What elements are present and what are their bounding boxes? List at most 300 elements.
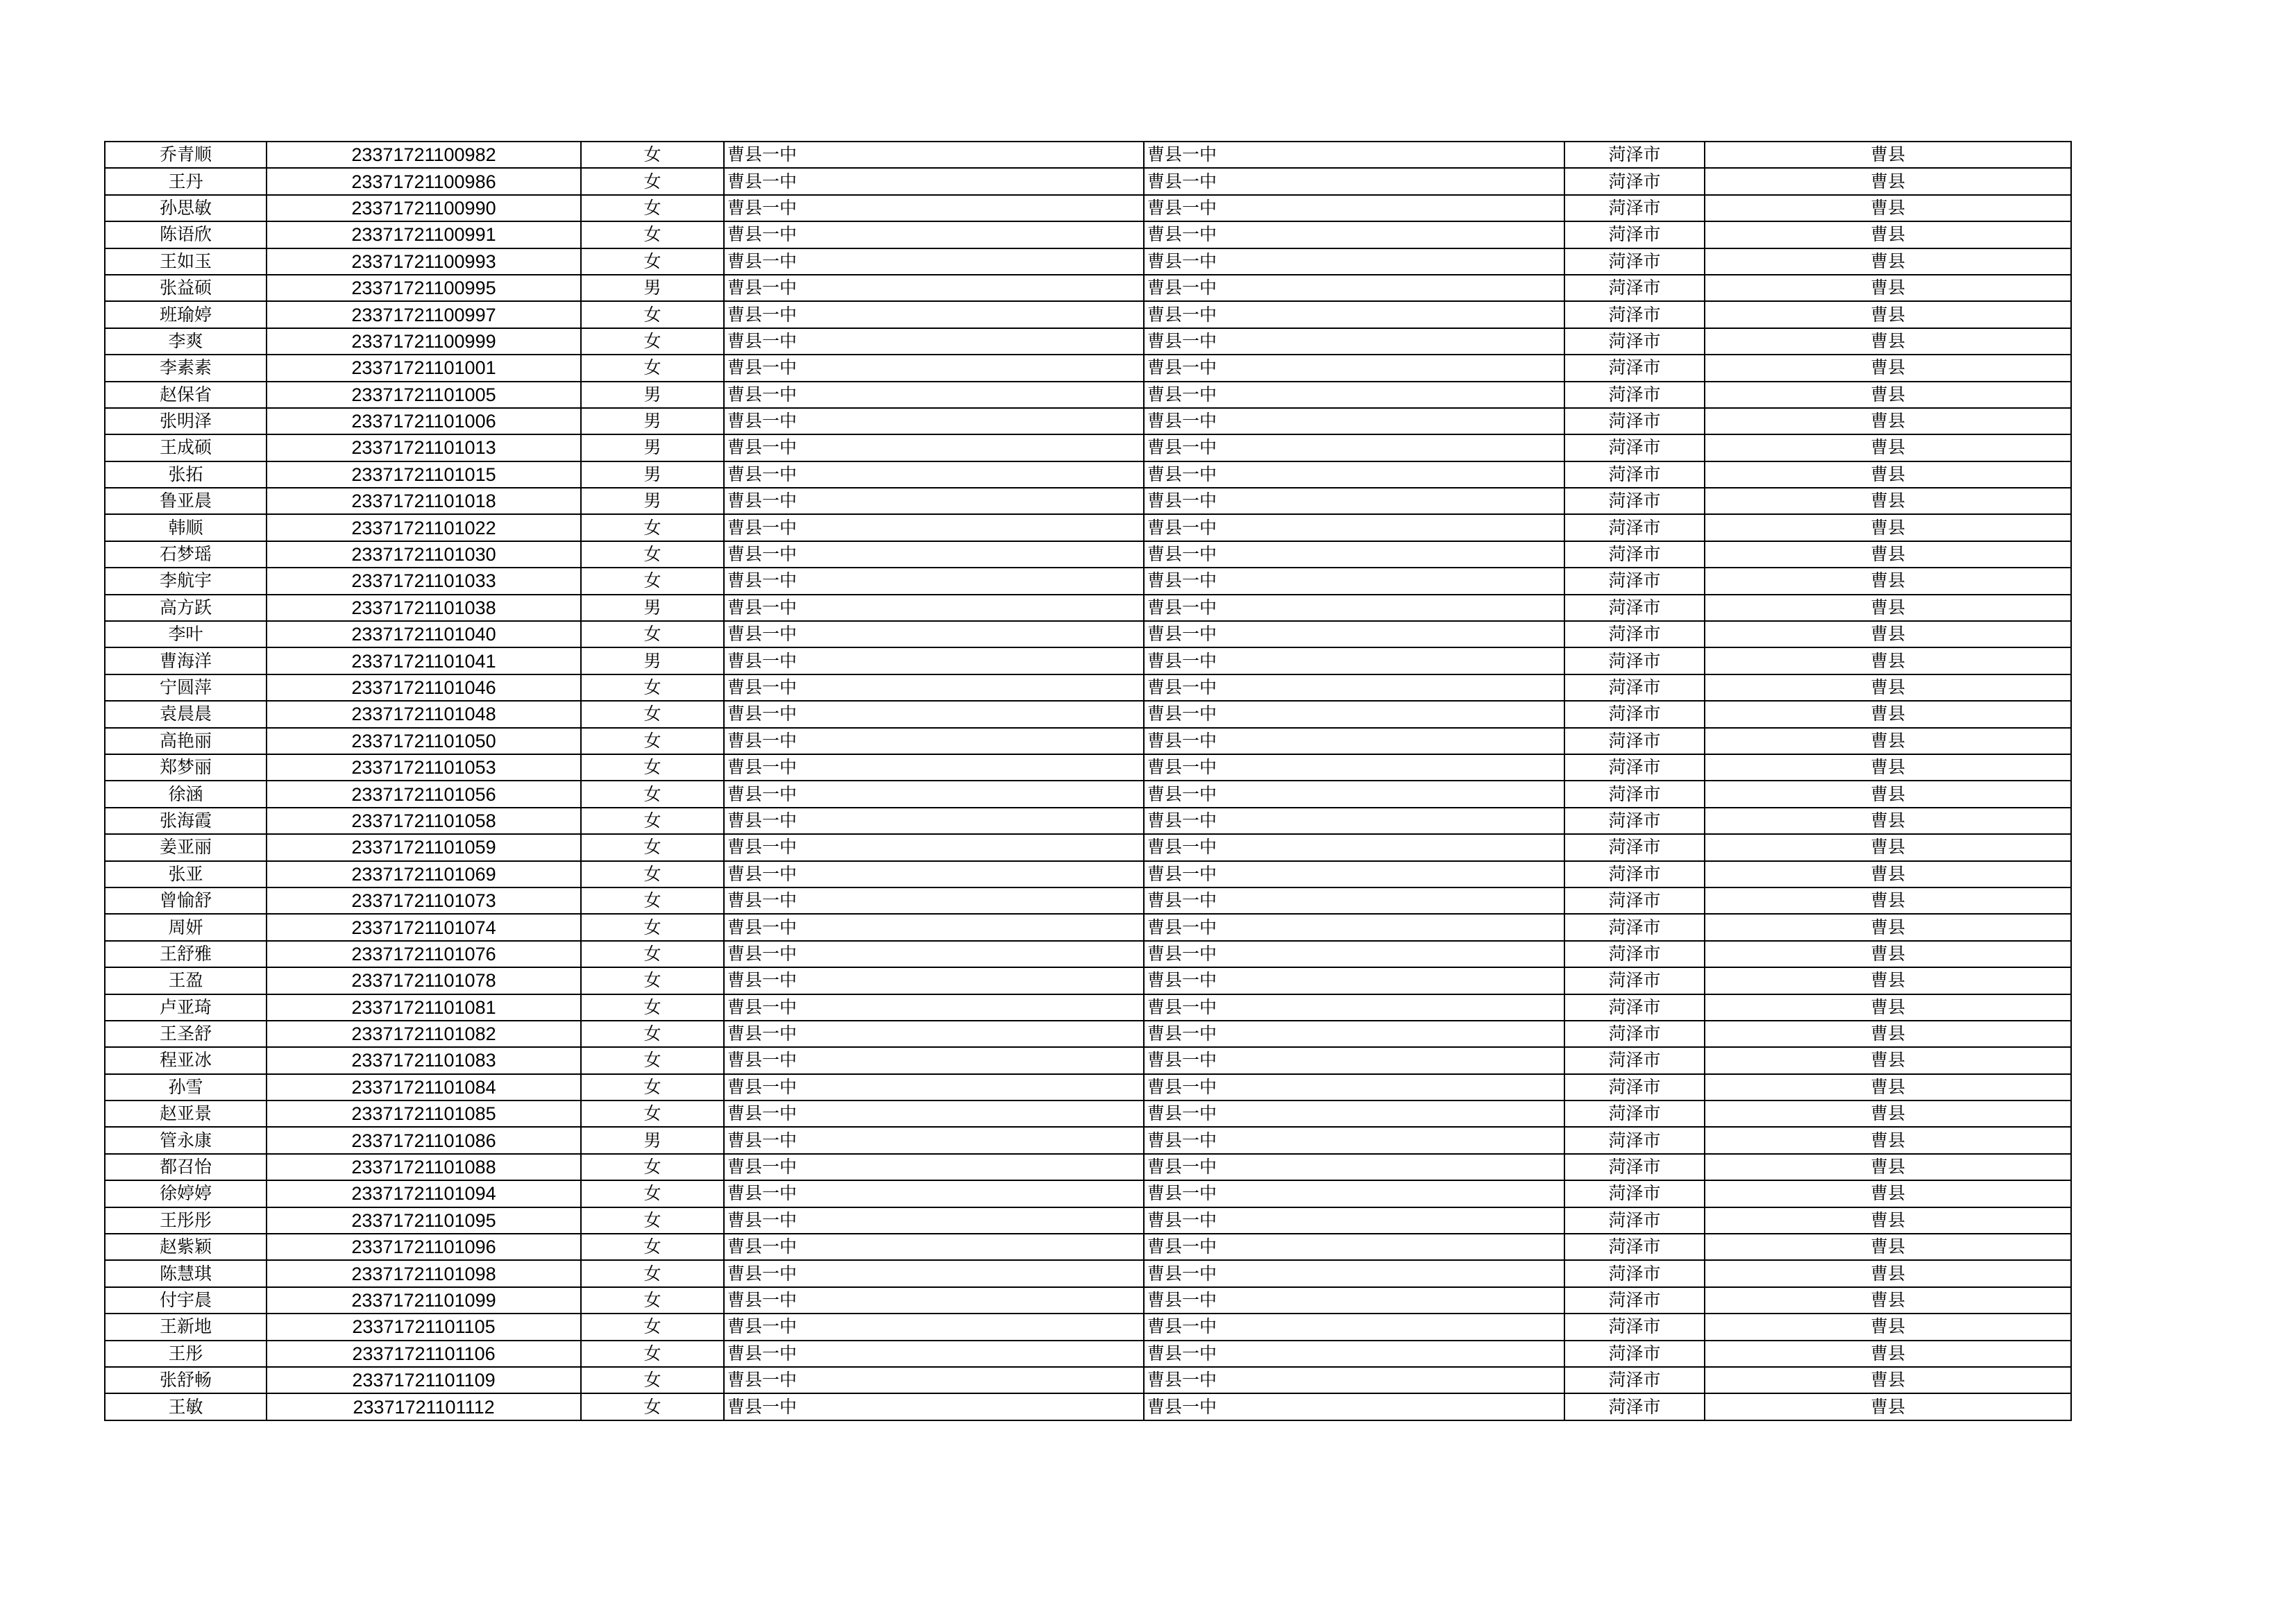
table-row [105,967,2071,994]
cell-city: 菏泽市 [1564,1207,1705,1234]
cell-county: 曹县 [1705,301,2071,328]
cell-id: 23371721101074 [267,914,581,940]
cell-name: 孙雪 [105,1074,267,1101]
cell-id: 23371721101095 [267,1207,581,1234]
cell-city: 菏泽市 [1564,195,1705,221]
cell-city: 菏泽市 [1564,754,1705,781]
cell-unit: 曹县一中 [1144,1021,1564,1047]
cell-county: 曹县 [1705,621,2071,647]
cell-name: 李爽 [105,328,267,355]
cell-city: 菏泽市 [1564,168,1705,194]
cell-gender: 女 [581,994,724,1021]
cell-county: 曹县 [1705,355,2071,381]
cell-school: 曹县一中 [724,142,1144,168]
cell-name: 王圣舒 [105,1021,267,1047]
cell-county: 曹县 [1705,1047,2071,1073]
cell-name: 韩顺 [105,514,267,541]
cell-id: 23371721101099 [267,1287,581,1314]
cell-city: 菏泽市 [1564,621,1705,647]
cell-school: 曹县一中 [724,488,1144,514]
cell-unit: 曹县一中 [1144,568,1564,594]
cell-gender: 女 [581,1393,724,1420]
table-row [105,781,2071,807]
cell-county: 曹县 [1705,461,2071,488]
cell-unit: 曹县一中 [1144,514,1564,541]
cell-id: 23371721101112 [267,1393,581,1420]
cell-name: 宁圆萍 [105,674,267,701]
cell-unit: 曹县一中 [1144,1367,1564,1393]
table-row [105,887,2071,914]
table-row [105,861,2071,887]
cell-unit: 曹县一中 [1144,647,1564,674]
cell-school: 曹县一中 [724,808,1144,834]
cell-city: 菏泽市 [1564,808,1705,834]
cell-city: 菏泽市 [1564,1047,1705,1073]
cell-county: 曹县 [1705,1127,2071,1153]
cell-name: 王丹 [105,168,267,194]
table-row [105,1367,2071,1393]
cell-name: 王舒雅 [105,941,267,967]
cell-county: 曹县 [1705,834,2071,860]
table-row [105,195,2071,221]
cell-name: 张明泽 [105,408,267,434]
table-row [105,1021,2071,1047]
cell-name: 都召怡 [105,1154,267,1180]
cell-gender: 女 [581,328,724,355]
cell-id: 23371721101033 [267,568,581,594]
table-row [105,514,2071,541]
table-row [105,914,2071,940]
cell-id: 23371721101083 [267,1047,581,1073]
cell-school: 曹县一中 [724,1154,1144,1180]
cell-id: 23371721101109 [267,1367,581,1393]
cell-unit: 曹县一中 [1144,355,1564,381]
cell-gender: 男 [581,382,724,408]
cell-county: 曹县 [1705,674,2071,701]
cell-city: 菏泽市 [1564,781,1705,807]
cell-name: 王盈 [105,967,267,994]
cell-city: 菏泽市 [1564,301,1705,328]
cell-name: 李航宇 [105,568,267,594]
table-row [105,568,2071,594]
cell-id: 23371721101056 [267,781,581,807]
table-row [105,408,2071,434]
cell-school: 曹县一中 [724,1367,1144,1393]
cell-unit: 曹县一中 [1144,488,1564,514]
cell-city: 菏泽市 [1564,1180,1705,1207]
table-row [105,1074,2071,1101]
cell-name: 陈慧琪 [105,1260,267,1286]
cell-unit: 曹县一中 [1144,1393,1564,1420]
table-row [105,461,2071,488]
cell-gender: 女 [581,221,724,248]
cell-county: 曹县 [1705,914,2071,940]
cell-gender: 女 [581,701,724,727]
cell-school: 曹县一中 [724,382,1144,408]
cell-gender: 女 [581,1287,724,1314]
cell-county: 曹县 [1705,754,2071,781]
cell-gender: 女 [581,142,724,168]
cell-city: 菏泽市 [1564,647,1705,674]
cell-county: 曹县 [1705,1287,2071,1314]
cell-school: 曹县一中 [724,1341,1144,1367]
table-row [105,994,2071,1021]
table-row [105,1341,2071,1367]
cell-school: 曹县一中 [724,914,1144,940]
cell-gender: 女 [581,834,724,860]
cell-school: 曹县一中 [724,275,1144,301]
cell-name: 郑梦丽 [105,754,267,781]
cell-unit: 曹县一中 [1144,1341,1564,1367]
cell-unit: 曹县一中 [1144,248,1564,275]
cell-school: 曹县一中 [724,1047,1144,1073]
cell-school: 曹县一中 [724,1260,1144,1286]
cell-name: 鲁亚晨 [105,488,267,514]
cell-unit: 曹县一中 [1144,994,1564,1021]
cell-unit: 曹县一中 [1144,701,1564,727]
cell-id: 23371721101073 [267,887,581,914]
cell-unit: 曹县一中 [1144,408,1564,434]
cell-unit: 曹县一中 [1144,168,1564,194]
cell-city: 菏泽市 [1564,488,1705,514]
cell-name: 张舒畅 [105,1367,267,1393]
table-row [105,248,2071,275]
cell-county: 曹县 [1705,967,2071,994]
cell-city: 菏泽市 [1564,1260,1705,1286]
cell-gender: 男 [581,461,724,488]
cell-school: 曹县一中 [724,967,1144,994]
cell-unit: 曹县一中 [1144,328,1564,355]
cell-city: 菏泽市 [1564,221,1705,248]
cell-city: 菏泽市 [1564,408,1705,434]
cell-id: 23371721101094 [267,1180,581,1207]
table-row [105,301,2071,328]
cell-id: 23371721101098 [267,1260,581,1286]
cell-id: 23371721100990 [267,195,581,221]
cell-unit: 曹县一中 [1144,1260,1564,1286]
cell-unit: 曹县一中 [1144,754,1564,781]
cell-id: 23371721101050 [267,728,581,754]
cell-name: 李叶 [105,621,267,647]
cell-id: 23371721101030 [267,541,581,568]
cell-unit: 曹县一中 [1144,1101,1564,1127]
cell-id: 23371721101081 [267,994,581,1021]
cell-id: 23371721101041 [267,647,581,674]
cell-county: 曹县 [1705,1154,2071,1180]
cell-unit: 曹县一中 [1144,887,1564,914]
cell-unit: 曹县一中 [1144,914,1564,940]
cell-id: 23371721100991 [267,221,581,248]
cell-city: 菏泽市 [1564,941,1705,967]
cell-gender: 男 [581,408,724,434]
cell-name: 孙思敏 [105,195,267,221]
cell-gender: 女 [581,861,724,887]
cell-id: 23371721100986 [267,168,581,194]
cell-county: 曹县 [1705,595,2071,621]
cell-gender: 女 [581,1260,724,1286]
cell-county: 曹县 [1705,1341,2071,1367]
cell-school: 曹县一中 [724,701,1144,727]
cell-city: 菏泽市 [1564,701,1705,727]
cell-unit: 曹县一中 [1144,728,1564,754]
cell-city: 菏泽市 [1564,728,1705,754]
cell-school: 曹县一中 [724,941,1144,967]
cell-school: 曹县一中 [724,461,1144,488]
cell-county: 曹县 [1705,781,2071,807]
cell-county: 曹县 [1705,701,2071,727]
cell-unit: 曹县一中 [1144,461,1564,488]
cell-unit: 曹县一中 [1144,595,1564,621]
cell-unit: 曹县一中 [1144,142,1564,168]
cell-county: 曹县 [1705,1367,2071,1393]
roster-table [104,141,2072,1421]
cell-name: 袁晨晨 [105,701,267,727]
table-row [105,275,2071,301]
cell-school: 曹县一中 [724,328,1144,355]
cell-id: 23371721101076 [267,941,581,967]
cell-name: 乔青顺 [105,142,267,168]
cell-gender: 女 [581,728,724,754]
cell-id: 23371721101015 [267,461,581,488]
cell-id: 23371721101048 [267,701,581,727]
cell-name: 卢亚琦 [105,994,267,1021]
cell-id: 23371721100982 [267,142,581,168]
cell-id: 23371721101078 [267,967,581,994]
cell-county: 曹县 [1705,488,2071,514]
cell-id: 23371721101084 [267,1074,581,1101]
cell-unit: 曹县一中 [1144,1234,1564,1260]
cell-name: 王彤彤 [105,1207,267,1234]
cell-gender: 女 [581,301,724,328]
cell-school: 曹县一中 [724,221,1144,248]
cell-id: 23371721101059 [267,834,581,860]
cell-gender: 女 [581,674,724,701]
cell-county: 曹县 [1705,994,2071,1021]
table-row [105,1207,2071,1234]
cell-gender: 女 [581,1021,724,1047]
cell-county: 曹县 [1705,861,2071,887]
cell-school: 曹县一中 [724,248,1144,275]
cell-county: 曹县 [1705,248,2071,275]
cell-id: 23371721101082 [267,1021,581,1047]
cell-id: 23371721101053 [267,754,581,781]
cell-gender: 女 [581,1101,724,1127]
cell-id: 23371721101088 [267,1154,581,1180]
cell-unit: 曹县一中 [1144,1287,1564,1314]
cell-name: 张拓 [105,461,267,488]
cell-id: 23371721100997 [267,301,581,328]
cell-id: 23371721100999 [267,328,581,355]
cell-county: 曹县 [1705,568,2071,594]
cell-name: 王敏 [105,1393,267,1420]
cell-name: 管永康 [105,1127,267,1153]
cell-city: 菏泽市 [1564,1341,1705,1367]
table-row [105,168,2071,194]
table-row [105,541,2071,568]
cell-school: 曹县一中 [724,1393,1144,1420]
table-row [105,1047,2071,1073]
table-row [105,328,2071,355]
cell-gender: 女 [581,1341,724,1367]
cell-county: 曹县 [1705,1021,2071,1047]
cell-school: 曹县一中 [724,168,1144,194]
cell-gender: 女 [581,195,724,221]
cell-id: 23371721101013 [267,434,581,461]
table-row [105,434,2071,461]
cell-school: 曹县一中 [724,568,1144,594]
cell-gender: 女 [581,1180,724,1207]
cell-city: 菏泽市 [1564,461,1705,488]
cell-unit: 曹县一中 [1144,301,1564,328]
cell-school: 曹县一中 [724,887,1144,914]
cell-county: 曹县 [1705,1393,2071,1420]
cell-name: 王成硕 [105,434,267,461]
cell-gender: 女 [581,621,724,647]
cell-school: 曹县一中 [724,861,1144,887]
cell-gender: 女 [581,568,724,594]
cell-name: 曹海洋 [105,647,267,674]
cell-unit: 曹县一中 [1144,941,1564,967]
table-row [105,647,2071,674]
cell-city: 菏泽市 [1564,275,1705,301]
cell-county: 曹县 [1705,195,2071,221]
cell-name: 付宇晨 [105,1287,267,1314]
cell-gender: 男 [581,275,724,301]
table-row [105,1180,2071,1207]
cell-gender: 女 [581,1207,724,1234]
cell-county: 曹县 [1705,541,2071,568]
cell-gender: 女 [581,754,724,781]
cell-gender: 男 [581,595,724,621]
cell-name: 高方跃 [105,595,267,621]
cell-school: 曹县一中 [724,1021,1144,1047]
table-row [105,754,2071,781]
cell-name: 姜亚丽 [105,834,267,860]
cell-county: 曹县 [1705,1260,2071,1286]
cell-id: 23371721101106 [267,1341,581,1367]
cell-city: 菏泽市 [1564,1101,1705,1127]
cell-city: 菏泽市 [1564,967,1705,994]
cell-unit: 曹县一中 [1144,967,1564,994]
cell-gender: 女 [581,808,724,834]
cell-name: 王如玉 [105,248,267,275]
cell-city: 菏泽市 [1564,328,1705,355]
cell-name: 李素素 [105,355,267,381]
cell-county: 曹县 [1705,1234,2071,1260]
cell-city: 菏泽市 [1564,568,1705,594]
cell-county: 曹县 [1705,328,2071,355]
cell-gender: 男 [581,434,724,461]
cell-gender: 男 [581,1127,724,1153]
cell-gender: 女 [581,355,724,381]
cell-city: 菏泽市 [1564,1021,1705,1047]
table-row [105,674,2071,701]
cell-id: 23371721101085 [267,1101,581,1127]
cell-county: 曹县 [1705,728,2071,754]
cell-city: 菏泽市 [1564,674,1705,701]
cell-unit: 曹县一中 [1144,621,1564,647]
cell-id: 23371721101105 [267,1314,581,1340]
cell-school: 曹县一中 [724,355,1144,381]
cell-name: 赵亚景 [105,1101,267,1127]
cell-school: 曹县一中 [724,754,1144,781]
cell-id: 23371721101018 [267,488,581,514]
cell-unit: 曹县一中 [1144,1047,1564,1073]
cell-school: 曹县一中 [724,621,1144,647]
cell-county: 曹县 [1705,887,2071,914]
cell-name: 张海霞 [105,808,267,834]
cell-name: 曾愉舒 [105,887,267,914]
cell-school: 曹县一中 [724,781,1144,807]
cell-gender: 男 [581,488,724,514]
cell-name: 赵保省 [105,382,267,408]
cell-unit: 曹县一中 [1144,1127,1564,1153]
cell-school: 曹县一中 [724,1287,1144,1314]
cell-city: 菏泽市 [1564,1367,1705,1393]
cell-unit: 曹县一中 [1144,1314,1564,1340]
cell-name: 石梦瑶 [105,541,267,568]
cell-name: 高艳丽 [105,728,267,754]
cell-gender: 女 [581,514,724,541]
cell-unit: 曹县一中 [1144,674,1564,701]
cell-school: 曹县一中 [724,994,1144,1021]
cell-school: 曹县一中 [724,1074,1144,1101]
cell-city: 菏泽市 [1564,514,1705,541]
cell-unit: 曹县一中 [1144,781,1564,807]
cell-unit: 曹县一中 [1144,834,1564,860]
cell-school: 曹县一中 [724,1101,1144,1127]
cell-city: 菏泽市 [1564,1154,1705,1180]
roster-table-body [105,142,2071,1420]
cell-gender: 女 [581,967,724,994]
cell-name: 王彤 [105,1341,267,1367]
cell-name: 赵紫颖 [105,1234,267,1260]
cell-gender: 女 [581,1314,724,1340]
cell-unit: 曹县一中 [1144,1154,1564,1180]
cell-name: 周妍 [105,914,267,940]
cell-name: 班瑜婷 [105,301,267,328]
cell-name: 徐婷婷 [105,1180,267,1207]
cell-city: 菏泽市 [1564,1127,1705,1153]
table-row [105,728,2071,754]
table-row [105,1287,2071,1314]
cell-unit: 曹县一中 [1144,221,1564,248]
cell-county: 曹县 [1705,941,2071,967]
cell-id: 23371721101058 [267,808,581,834]
cell-city: 菏泽市 [1564,861,1705,887]
cell-county: 曹县 [1705,168,2071,194]
cell-county: 曹县 [1705,514,2071,541]
table-row [105,808,2071,834]
cell-unit: 曹县一中 [1144,861,1564,887]
cell-city: 菏泽市 [1564,1074,1705,1101]
cell-name: 程亚冰 [105,1047,267,1073]
cell-school: 曹县一中 [724,434,1144,461]
cell-unit: 曹县一中 [1144,382,1564,408]
cell-id: 23371721101046 [267,674,581,701]
cell-school: 曹县一中 [724,1127,1144,1153]
cell-county: 曹县 [1705,1314,2071,1340]
cell-county: 曹县 [1705,408,2071,434]
cell-county: 曹县 [1705,275,2071,301]
cell-gender: 男 [581,647,724,674]
cell-county: 曹县 [1705,1180,2071,1207]
cell-gender: 女 [581,168,724,194]
cell-unit: 曹县一中 [1144,195,1564,221]
cell-gender: 女 [581,1234,724,1260]
table-row [105,221,2071,248]
table-row [105,701,2071,727]
